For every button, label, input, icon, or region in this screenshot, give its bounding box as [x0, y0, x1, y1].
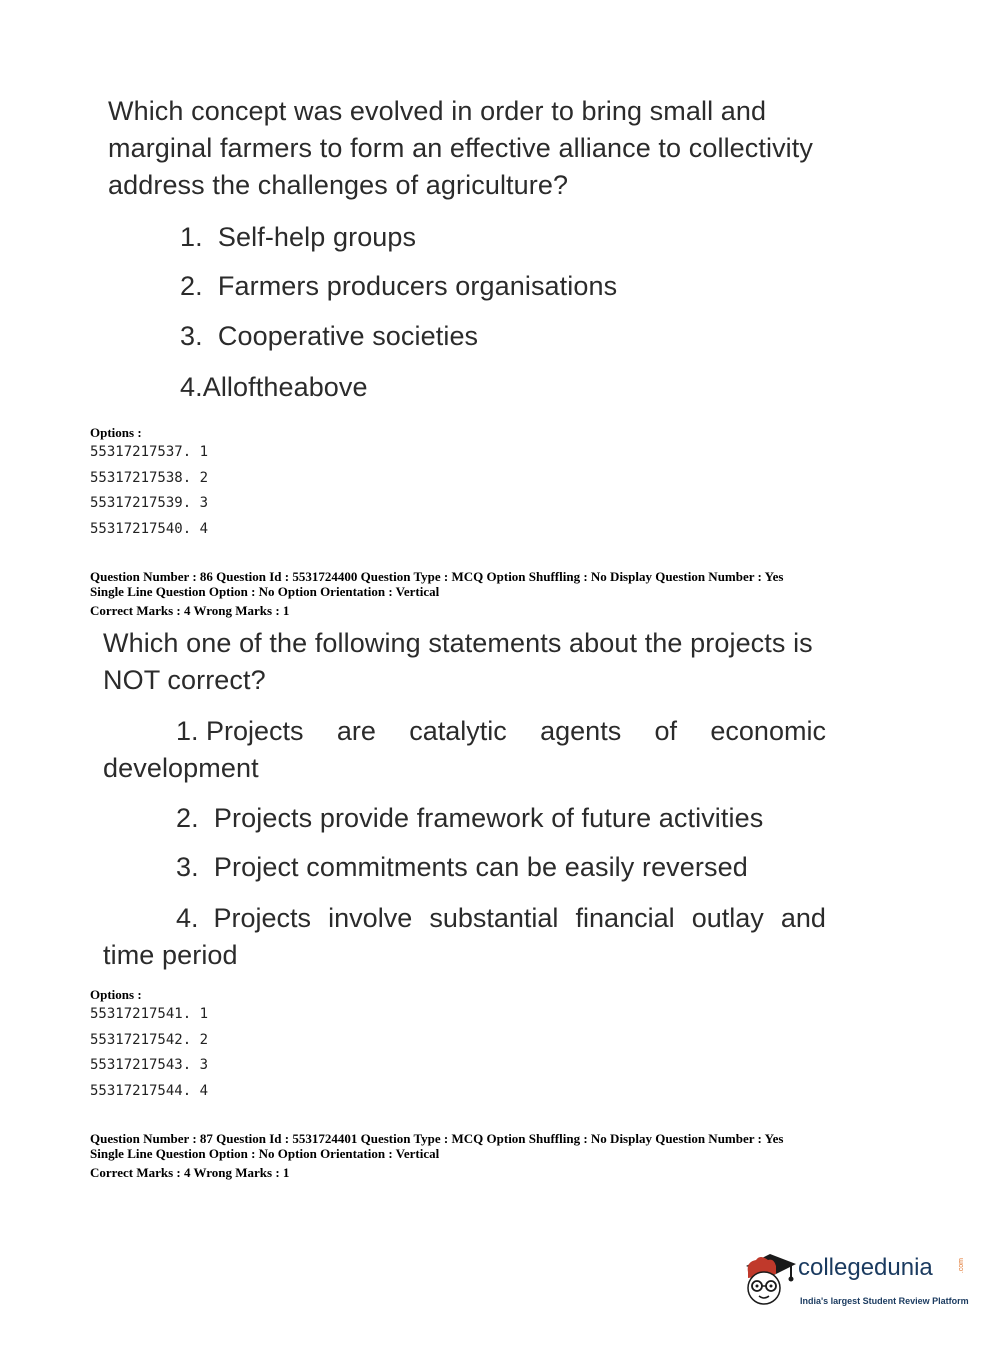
q85-choice-2: 2. Farmers producers organisations [180, 271, 618, 301]
q85-option-id-1: 55317217537. 1 [90, 444, 209, 460]
mascot-icon [740, 1248, 798, 1312]
q86-choice-1-word: are [336, 716, 376, 746]
q86-choice-3: 3. Project commitments can be easily reversed [176, 852, 748, 882]
logo-com: .com [958, 1258, 965, 1274]
q85-option-id-3: 55317217539. 3 [90, 495, 209, 511]
q86-meta-line-2: Single Line Question Option : No Option Orientation : Vertical [90, 584, 440, 599]
q87-meta-line-1: Question Number : 87 Question Id : 5531724401 Question Type : MCQ Option Shuffling : No Display Question Number : Yes [90, 1131, 784, 1146]
q86-choice-1-word: agents [540, 716, 622, 746]
q87-meta-line-2: Single Line Question Option : No Option Orientation : Vertical [90, 1146, 440, 1161]
q86-marks-line: Correct Marks : 4 Wrong Marks : 1 [90, 603, 290, 618]
q86-options-label: Options : [90, 987, 142, 1002]
q86-option-id-4: 55317217544. 4 [90, 1083, 209, 1099]
q85-stem-line-1: Which concept was evolved in order to bring small and [108, 96, 767, 126]
q86-choice-1-word: 1. Projects [176, 716, 304, 746]
q85-option-id-2: 55317217538. 2 [90, 470, 209, 486]
q86-choice-4-word: and [780, 903, 826, 933]
q85-options-label: Options : [90, 425, 142, 440]
logo-wordmark: collegedunia [798, 1254, 933, 1281]
q86-choice-1-word: of [654, 716, 678, 746]
collegedunia-logo [740, 1248, 970, 1318]
q86-choice-1-word: catalytic [409, 716, 507, 746]
q86-choice-4-word: financial [575, 903, 675, 933]
q85-choice-3: 3. Cooperative societies [180, 321, 479, 351]
q86-choice-4 [176, 903, 826, 934]
q86-option-id-2: 55317217542. 2 [90, 1032, 209, 1048]
q85-choice-4: 4.Alloftheabove [180, 372, 368, 402]
q86-choice-1-continuation: development [103, 753, 259, 783]
q86-stem-line-1: Which one of the following statements about the projects is [103, 628, 813, 658]
logo-tagline: India's largest Student Review Platform [800, 1296, 969, 1306]
q85-choice-1: 1. Self-help groups [180, 222, 417, 252]
q86-choice-4-continuation: time period [103, 940, 238, 970]
q85-option-id-4: 55317217540. 4 [90, 521, 209, 537]
q85-stem-line-3: address the challenges of agriculture? [108, 170, 569, 200]
q85-stem-line-2: marginal farmers to form an effective alliance to collectivity [108, 133, 813, 163]
q86-choice-4-word: involve [328, 903, 413, 933]
q86-meta-line-1: Question Number : 86 Question Id : 5531724400 Question Type : MCQ Option Shuffling : No Display Question Number : Yes [90, 569, 784, 584]
q86-choice-4-word: 4. Projects [176, 903, 312, 933]
q86-option-id-3: 55317217543. 3 [90, 1057, 209, 1073]
q86-stem-line-2: NOT correct? [103, 665, 266, 695]
q87-marks-line: Correct Marks : 4 Wrong Marks : 1 [90, 1165, 290, 1180]
q86-choice-1 [176, 716, 826, 747]
q86-choice-2: 2. Projects provide framework of future activities [176, 803, 764, 833]
q86-choice-4-word: outlay [691, 903, 764, 933]
q86-choice-1-word: economic [710, 716, 826, 746]
q86-choice-4-word: substantial [429, 903, 559, 933]
q86-option-id-1: 55317217541. 1 [90, 1006, 209, 1022]
